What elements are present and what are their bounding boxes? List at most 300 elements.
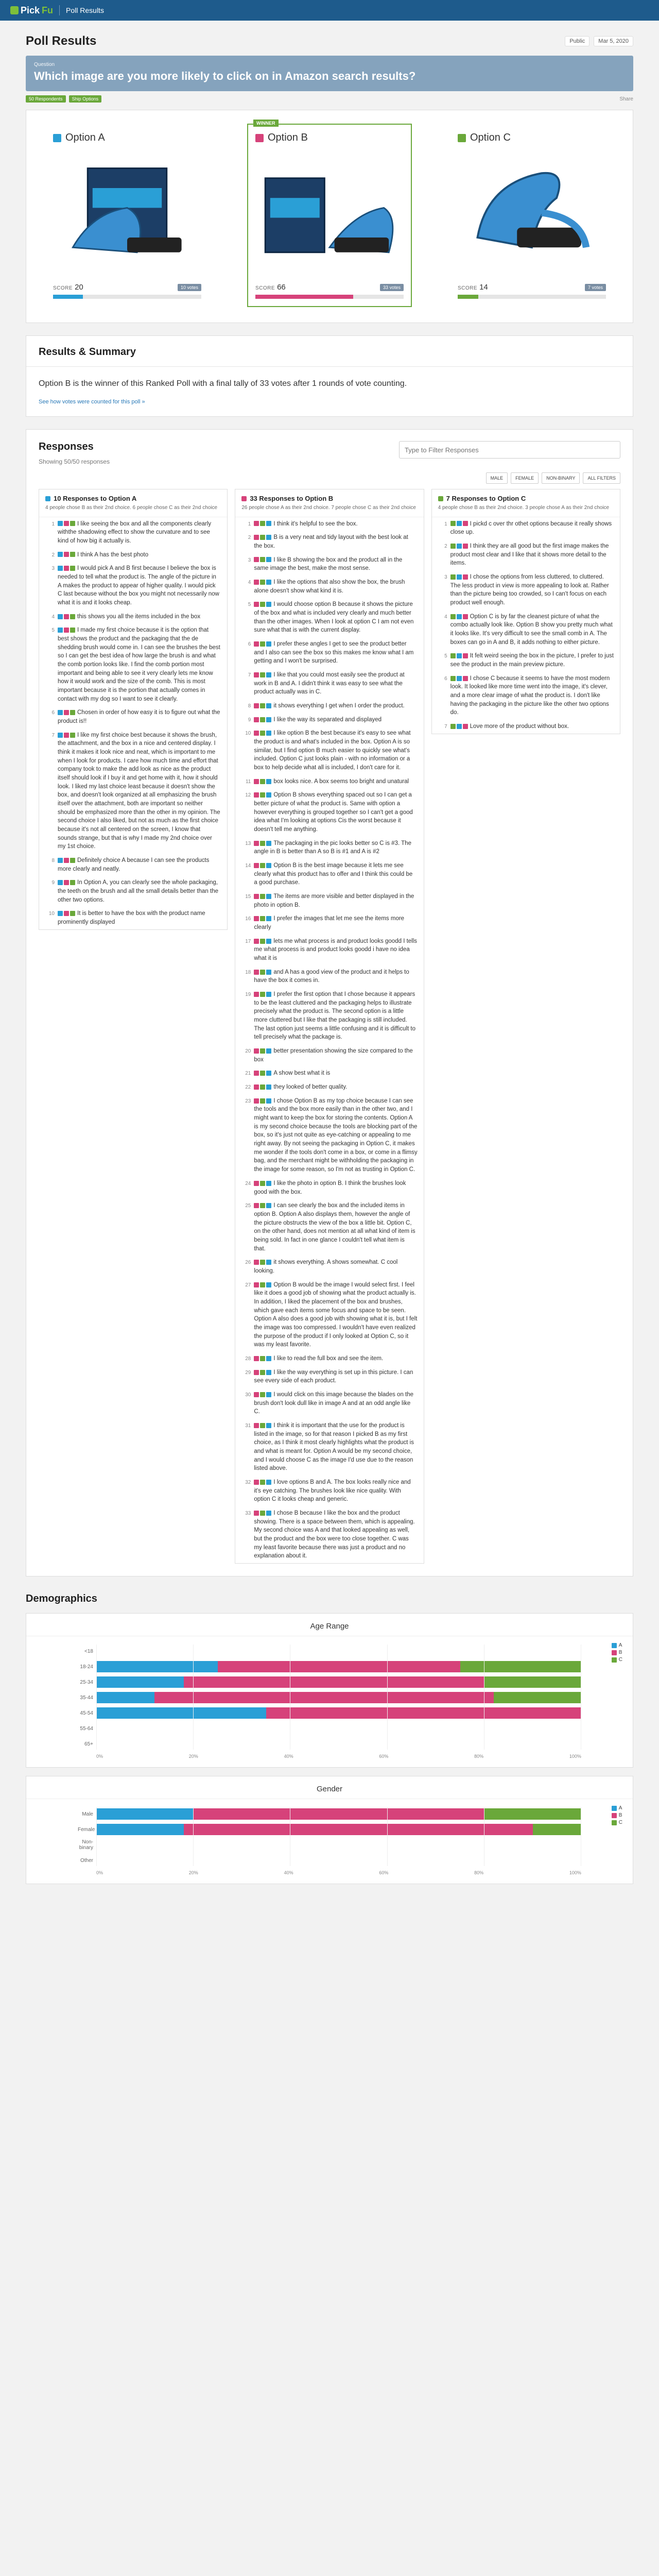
category-label: <18: [84, 1648, 93, 1654]
rank-icon: [70, 628, 75, 633]
rank-icon: [70, 521, 75, 526]
response-number: 5: [51, 628, 55, 634]
rank-icon: [254, 1282, 259, 1287]
option-card-b[interactable]: [247, 121, 412, 307]
response-item: [39, 610, 227, 624]
response-text: I like that you could most easily see the product at work in B and A. I didn't think it was easy to see what the product actually was in C.: [254, 671, 405, 696]
rank-icon: [457, 521, 462, 526]
bar-segment[interactable]: [96, 1692, 154, 1703]
rank-icon: [260, 1282, 265, 1287]
option-image[interactable]: [255, 151, 404, 275]
tick-label: 20%: [188, 1870, 198, 1876]
response-item: [432, 570, 620, 610]
response-text: I like seeing the box and all the components clearly withthe shadowing effect to show the curvature and to see kind of how big it actually is.: [58, 520, 212, 544]
response-text: Love more of the product without box.: [470, 723, 569, 730]
rank-icon: [260, 641, 265, 647]
response-number: 11: [245, 778, 251, 785]
rank-icon: [254, 894, 259, 899]
response-item: [235, 713, 423, 727]
legend-swatch-icon: [612, 1806, 617, 1811]
responses-column-c: [431, 489, 620, 734]
score-bar-fill: [255, 295, 353, 299]
filter-button-all-filters[interactable]: ALL FILTERS: [583, 472, 620, 484]
bar-segment[interactable]: [193, 1808, 484, 1820]
rank-icon: [266, 703, 271, 708]
response-number: 26: [245, 1260, 251, 1266]
response-item: [235, 1352, 423, 1366]
response-number: 13: [245, 840, 251, 846]
bar-segment[interactable]: [494, 1692, 581, 1703]
rank-icon: [266, 916, 271, 921]
response-text: Chosen in order of how easy it is to figure out what the product is!!: [58, 709, 220, 724]
bar-segment[interactable]: [96, 1676, 184, 1688]
option-color-icon: [438, 496, 443, 501]
bar-segment[interactable]: [484, 1808, 581, 1820]
rank-icon: [254, 1370, 259, 1375]
tick-label: 60%: [379, 1754, 389, 1759]
rank-icon: [260, 731, 265, 736]
rank-icon: [254, 672, 259, 677]
question-label: Question: [34, 62, 55, 67]
option-card-a[interactable]: [45, 124, 210, 307]
rank-icon: [260, 970, 265, 975]
tag-respondents[interactable]: 50 Respondents: [26, 95, 66, 103]
filter-button-non-binary[interactable]: NON-BINARY: [542, 472, 580, 484]
category-label: 45-54: [80, 1710, 93, 1716]
response-number: 24: [245, 1180, 251, 1187]
rank-icon: [266, 602, 271, 607]
rank-icon: [254, 1480, 259, 1485]
response-number: 16: [245, 916, 251, 922]
response-text: In Option A, you can clearly see the whole packaging, the teeth on the brush and all the small details better than the other two options.: [58, 879, 218, 903]
response-number: 17: [245, 938, 251, 944]
response-text: Option B shows everything spaced out so I can get a better picture of what the product is. Same with option a however everything is grouped together so I can't get a good idea what I'm looking at options Cis the worst because it doesn't tell me anything.: [254, 792, 413, 833]
rank-icon: [266, 641, 271, 647]
rank-icon: [254, 557, 259, 562]
rank-icon: [450, 521, 456, 526]
legend-label: C: [618, 1657, 622, 1663]
response-number: 22: [245, 1084, 251, 1091]
share-link[interactable]: Share: [619, 96, 633, 102]
rank-icon: [70, 880, 75, 885]
rank-icon: [254, 792, 259, 798]
bar-segment[interactable]: [460, 1661, 582, 1672]
response-item: [235, 1177, 423, 1199]
tag-category[interactable]: Ship Options: [69, 95, 102, 103]
rank-icon: [266, 580, 271, 585]
rank-icon: [64, 552, 69, 557]
rank-icon: [260, 779, 265, 784]
category-label: 18-24: [80, 1664, 93, 1670]
response-number: 9: [248, 717, 251, 723]
response-item: [235, 1476, 423, 1506]
legend-label: A: [618, 1805, 622, 1811]
rank-icon: [450, 574, 456, 580]
chart-row: [78, 1854, 581, 1867]
option-card-c[interactable]: [449, 124, 614, 307]
filter-responses-input[interactable]: [399, 441, 620, 459]
responses-count: Showing 50/50 responses: [39, 458, 110, 465]
rank-icon: [260, 792, 265, 798]
bar-segment[interactable]: [96, 1808, 193, 1820]
option-color-icon: [53, 134, 61, 142]
rank-icon: [266, 1203, 271, 1208]
response-number: 30: [245, 1392, 251, 1398]
rank-icon: [254, 939, 259, 944]
rank-icon: [260, 1203, 265, 1208]
legend-label: C: [618, 1820, 622, 1826]
response-item: [235, 1256, 423, 1278]
response-number: 12: [245, 792, 251, 799]
response-text: and A has a good view of the product and it helps to have the box it comes in.: [254, 969, 409, 984]
visibility-badge: Public: [565, 36, 589, 46]
response-item: [235, 575, 423, 598]
chart-row: [78, 1675, 581, 1689]
category-label: Other: [80, 1857, 93, 1863]
rank-icon: [266, 970, 271, 975]
category-label: Female: [78, 1826, 95, 1833]
rank-icon: [254, 535, 259, 540]
column-title: 10 Responses to Option A: [54, 495, 137, 502]
rank-icon: [254, 779, 259, 784]
response-text: The packaging in the pic looks better so C is #3. The angle in B is better than A so B is #1 and A is #2: [254, 840, 411, 855]
bar-segment[interactable]: [484, 1676, 581, 1688]
rank-icon: [450, 676, 456, 681]
response-text: this shows you all the items included in the box: [77, 613, 201, 620]
score-value: 66: [277, 283, 286, 292]
rank-icon: [254, 521, 259, 526]
response-item: [235, 531, 423, 553]
votes-badge: 33 votes: [380, 284, 404, 291]
rank-icon: [254, 580, 259, 585]
response-text: Option B is the best image because it lets me see clearly what this product has to offer and I think this could be a good purchase.: [254, 862, 413, 886]
vote-count-link[interactable]: See how votes were counted for this poll »: [39, 399, 145, 405]
rank-icon: [254, 602, 259, 607]
bar-segment[interactable]: [96, 1824, 184, 1835]
tick-label: 80%: [474, 1870, 484, 1876]
rank-icon: [260, 992, 265, 997]
rank-icon: [70, 552, 75, 557]
rank-icon: [64, 566, 69, 571]
rank-icon: [254, 992, 259, 997]
app-logo[interactable]: [10, 5, 53, 16]
rank-icon: [58, 614, 63, 619]
chart-legend: [612, 1805, 622, 1827]
chart-legend: [612, 1642, 622, 1664]
response-text: I chose Option B as my top choice because I can see the tools and the box more easily than in the other two, and I might want to keep the box for storing the contents. Option A is my second choice because the tools are blocking part of the box, so it's just not quite as eye-catching or appealing to me right away. By not seeing the packaging in Option C, it makes me wonder if the tools don't come in a box, or come in a flimsy bag, and the merchant might be withholding the packaging in the image for some reason, so I'm not as trusting in Option C.: [254, 1097, 418, 1173]
response-text: I would choose option B because it shows the picture of the box and what is included very clearly and much better than the other images. When I look at option C I am not even sure what that is with the current display.: [254, 601, 414, 634]
response-text: I can see clearly the box and the included items in option B. Option A also displays them, however the angle of the picture obstructs the view of the box a little bit. Option C, on the other hand, does not mention at all what kind of item is being sold. In fact in one glance I couldn't tell what item is that.: [254, 1202, 415, 1252]
response-item: [235, 1419, 423, 1476]
response-text: better presentation showing the size compared to the box: [254, 1048, 413, 1063]
rank-icon: [254, 1356, 259, 1361]
bar-segment[interactable]: [184, 1676, 484, 1688]
response-text: I like the way everything is set up in this picture. I can see every side of each product.: [254, 1369, 413, 1384]
rank-icon: [266, 939, 271, 944]
rank-icon: [64, 628, 69, 633]
response-text: It felt weird seeing the box in the picture, I prefer to just see the product in the main preview picture.: [450, 653, 614, 668]
response-text: I like my first choice best because it shows the brush, the attachment, and the box in a nice and centered display. I think it makes it look nice and neat, which is important to me when I look for products. I care how much time and effort that company took to make the add look as nice as the product itself should look if I buy it and get home with it, how it should look. I liked my last choice least because it doesn't show the box, and doesn't look organized at all emphasizing the brush itself over the attachment, both are important so neither should be emphasized more than the other in my opinion. The second choice I also liked, but not as much as the first choice because it's not all centered on the screen, I know that sounds strange, but that is why I made my 2nd choice over my 1st choice.: [58, 732, 220, 850]
response-item: [235, 788, 423, 836]
rank-icon: [266, 557, 271, 562]
response-item: [235, 699, 423, 713]
rank-icon: [457, 574, 462, 580]
response-number: 9: [51, 880, 55, 886]
winner-badge: WINNER: [253, 120, 279, 127]
response-number: 8: [248, 703, 251, 709]
rank-icon: [450, 653, 456, 658]
rank-icon: [254, 1181, 259, 1186]
response-number: 18: [245, 969, 251, 975]
rank-icon: [260, 703, 265, 708]
response-text: I prefer the first option that I chose because it appears to be the least cluttered and the packaging helps to illustrate precisely what the product is. The second option is a little more cluttered but I like that the packaging is still included. The last option just seems a little confusing and it is difficult to tell precisely what the package is.: [254, 991, 415, 1041]
response-text: B is a very neat and tidy layout with the best look at the box.: [254, 534, 408, 549]
response-item: [235, 1044, 423, 1066]
response-text: I think it is important that the use for the product is listed in the image, so for that reason I picked B as my first choice, as I think it most clearly highlights what the product is and what is meant for. Option A would be my second choice, and I would choose C as the image I'd use due to the reason listed above.: [254, 1422, 414, 1472]
rank-icon: [463, 614, 468, 619]
rank-icon: [266, 1071, 271, 1076]
rank-icon: [260, 1370, 265, 1375]
response-item: [235, 1388, 423, 1419]
rank-icon: [70, 566, 75, 571]
response-number: 28: [245, 1355, 251, 1362]
chart-row: [78, 1807, 581, 1821]
rank-icon: [266, 1048, 271, 1054]
option-color-icon: [255, 134, 264, 142]
response-number: 2: [444, 543, 447, 549]
response-number: 1: [248, 521, 251, 527]
response-item: [39, 728, 227, 854]
rank-icon: [260, 1480, 265, 1485]
tick-label: 80%: [474, 1754, 484, 1759]
score-value: 20: [75, 283, 83, 292]
rank-icon: [450, 724, 456, 729]
responses-title: Responses: [39, 441, 94, 452]
legend-swatch-icon: [612, 1820, 617, 1825]
score-bar: [458, 295, 606, 299]
rank-icon: [260, 894, 265, 899]
rank-icon: [266, 1084, 271, 1090]
rank-icon: [266, 841, 271, 846]
rank-icon: [70, 911, 75, 916]
chart-row: [78, 1645, 581, 1658]
rank-icon: [58, 710, 63, 715]
legend-label: B: [618, 1650, 622, 1656]
rank-icon: [266, 792, 271, 798]
response-text: I would pick A and B first because I believe the box is needed to tell what the product is. The angle of the picture in A makes the product to appear of higher quality. I would pick C last because without the box you might not necessarily now what it is and it looks cheap.: [58, 565, 219, 606]
score-bar-fill: [458, 295, 478, 299]
rank-icon: [254, 1511, 259, 1516]
rank-icon: [64, 880, 69, 885]
tick-label: 0%: [96, 1870, 103, 1876]
response-item: [235, 1506, 423, 1563]
chart-row: [78, 1691, 581, 1704]
rank-icon: [58, 566, 63, 571]
rank-icon: [260, 1048, 265, 1054]
response-text: I think they are all good but the first image makes the product most clear and I like that it shows more detail to the items.: [450, 543, 609, 567]
rank-icon: [260, 841, 265, 846]
column-title: 7 Responses to Option C: [446, 495, 526, 502]
rank-icon: [64, 614, 69, 619]
chart-title: Age Range: [26, 1619, 633, 1636]
response-number: 6: [51, 710, 55, 716]
page-title: Poll Results: [26, 34, 97, 48]
bar-segment[interactable]: [218, 1661, 460, 1672]
chart-gender: [26, 1776, 633, 1884]
option-image[interactable]: [458, 151, 606, 275]
option-name: Option A: [65, 132, 105, 143]
rank-icon: [260, 863, 265, 868]
response-text: It is better to have the box with the product name prominently displayed: [58, 910, 205, 926]
response-text: I like the options that also show the box, the brush alone doesn't show what kind it is.: [254, 579, 405, 594]
filter-button-female[interactable]: FEMALE: [511, 472, 539, 484]
rank-icon: [254, 717, 259, 722]
legend-swatch-icon: [612, 1813, 617, 1818]
option-image[interactable]: [53, 151, 201, 275]
bar-segment[interactable]: [96, 1707, 266, 1719]
chart-row: [78, 1823, 581, 1836]
score-value: 14: [479, 283, 488, 292]
score-bar: [255, 295, 404, 299]
response-number: 33: [245, 1511, 251, 1516]
rank-icon: [463, 676, 468, 681]
votes-badge: 10 votes: [178, 284, 201, 291]
response-item: [432, 720, 620, 734]
response-number: 21: [245, 1071, 251, 1077]
legend-label: B: [618, 1812, 622, 1819]
response-number: 7: [51, 732, 55, 738]
response-item: [235, 1366, 423, 1388]
response-number: 7: [248, 672, 251, 678]
response-number: 4: [248, 579, 251, 585]
rank-icon: [266, 863, 271, 868]
category-label: 65+: [84, 1741, 93, 1747]
legend-swatch-icon: [612, 1643, 617, 1648]
rank-icon: [260, 916, 265, 921]
response-item: [235, 1199, 423, 1256]
rank-icon: [260, 1084, 265, 1090]
response-text: I like option B the best because it's easy to see what the product is and what's included in the box. Option A is so similar, but I find option B much easier to quickly see what's included. Option C just looks plain - with no information or a box to help decide what all is included, I don't care for it.: [254, 730, 411, 771]
rank-icon: [463, 544, 468, 549]
response-number: 4: [444, 614, 447, 620]
rank-icon: [260, 672, 265, 677]
response-item: [39, 854, 227, 876]
bar-segment[interactable]: [266, 1707, 581, 1719]
filter-button-male[interactable]: MALE: [486, 472, 508, 484]
option-name: Option B: [268, 132, 308, 143]
response-item: [235, 1066, 423, 1080]
response-number: 20: [245, 1048, 251, 1055]
rank-icon: [260, 580, 265, 585]
response-number: 6: [248, 641, 251, 647]
rank-icon: [463, 574, 468, 580]
response-item: [235, 859, 423, 890]
response-item: [39, 706, 227, 728]
rank-icon: [463, 521, 468, 526]
rank-icon: [70, 858, 75, 863]
rank-icon: [457, 724, 462, 729]
summary-text: Option B is the winner of this Ranked Poll with a final tally of 33 votes after 1 rounds of vote counting.: [39, 379, 407, 388]
response-item: [235, 1094, 423, 1177]
response-item: [39, 517, 227, 548]
response-item: [39, 876, 227, 907]
bar-segment[interactable]: [184, 1824, 533, 1835]
rank-icon: [260, 1098, 265, 1104]
option-title: [53, 132, 201, 144]
response-text: I would click on this image because the blades on the brush don't look dull like in image A and at an odd angle like C.: [254, 1391, 414, 1415]
chart-row: [78, 1838, 581, 1852]
tick-label: 100%: [569, 1754, 581, 1759]
rank-icon: [260, 1423, 265, 1428]
rank-icon: [266, 1511, 271, 1516]
response-text: I like the way its separated and displayed: [273, 716, 382, 723]
question-text: Which image are you more likely to click on in Amazon search results?: [34, 70, 416, 82]
rank-icon: [260, 521, 265, 526]
column-title: 33 Responses to Option B: [250, 495, 334, 502]
logo-pick: Pick: [21, 5, 40, 15]
chart-row: [78, 1660, 581, 1673]
tick-label: 100%: [569, 1870, 581, 1876]
bar-segment[interactable]: [154, 1692, 494, 1703]
option-color-icon: [458, 134, 466, 142]
tick-label: 0%: [96, 1754, 103, 1759]
response-text: Option C is by far the cleanest picture of what the combo actually look like. Option B show you pretty much what it looks like. It's very difficult to see the small comb in A. The boxes can go in A and B, it adds nothing to either picture.: [450, 613, 613, 646]
rank-icon: [266, 992, 271, 997]
response-item: [39, 548, 227, 562]
response-text: it shows everything I get when I order the product.: [273, 702, 405, 709]
chart-age-range: [26, 1613, 633, 1768]
response-item: [235, 668, 423, 699]
response-number: 3: [248, 557, 251, 563]
score-bar: [53, 295, 201, 299]
response-item: [235, 637, 423, 668]
rank-icon: [254, 863, 259, 868]
rank-icon: [254, 916, 259, 921]
rank-icon: [266, 1098, 271, 1104]
response-number: 5: [248, 602, 251, 608]
response-text: they looked of better quality.: [273, 1084, 348, 1091]
summary-title: Results & Summary: [26, 336, 633, 367]
bar-segment[interactable]: [533, 1824, 581, 1835]
rank-icon: [254, 1392, 259, 1397]
response-item: [235, 935, 423, 965]
rank-icon: [260, 535, 265, 540]
rank-icon: [58, 733, 63, 738]
rank-icon: [260, 557, 265, 562]
rank-icon: [463, 724, 468, 729]
rank-icon: [266, 731, 271, 736]
response-text: I like the photo in option B. I think the brushes look good with the box.: [254, 1180, 406, 1195]
votes-badge: 7 votes: [585, 284, 606, 291]
response-number: 6: [444, 675, 447, 682]
response-item: [39, 907, 227, 929]
response-text: I like to read the full box and see the item.: [273, 1355, 384, 1362]
responses-column-a: [39, 489, 228, 930]
rank-icon: [266, 521, 271, 526]
rank-icon: [58, 858, 63, 863]
response-number: 7: [444, 723, 447, 730]
response-item: [432, 517, 620, 539]
response-number: 2: [51, 552, 55, 558]
chart-row: [78, 1722, 581, 1735]
response-number: 15: [245, 894, 251, 900]
response-number: 25: [245, 1203, 251, 1209]
rank-icon: [266, 1356, 271, 1361]
rank-icon: [254, 970, 259, 975]
response-item: [235, 598, 423, 637]
bar-segment[interactable]: [96, 1661, 218, 1672]
rank-icon: [266, 1392, 271, 1397]
